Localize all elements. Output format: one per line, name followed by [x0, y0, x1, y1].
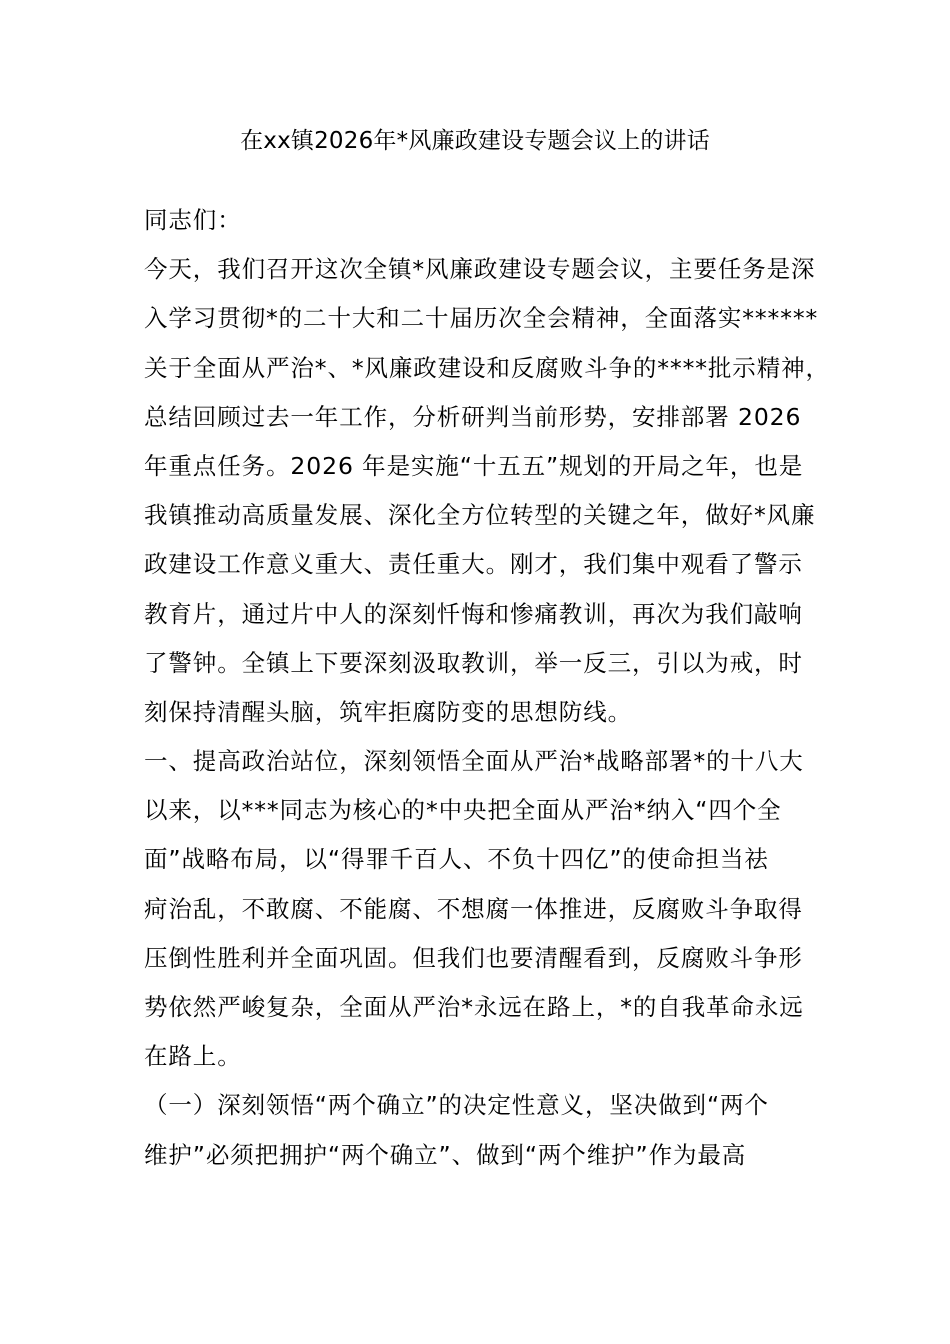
paragraph-line: 今天，我们召开这次全镇*风廉政建设专题会议，主要任务是深	[144, 255, 816, 284]
paragraph-line: 疴治乱，不敢腐、不能腐、不想腐一体推进，反腐败斗争取得	[144, 894, 803, 923]
section-one-heading-paragraph	[144, 737, 808, 1081]
paragraph-line: 势依然严峻复杂，全面从严治*永远在路上，*的自我革命永远	[144, 993, 804, 1021]
paragraph-line: 一、提高政治站位，深刻领悟全面从严治*战略部署*的十八大	[144, 747, 804, 776]
paragraph-line: 了警钟。全镇上下要深刻汲取教训，举一反三，引以为戒，时	[144, 648, 803, 677]
subsection-one-paragraph	[144, 1081, 808, 1179]
paragraph-line: 关于全面从严治*、*风廉政建设和反腐败斗争的****批示精神，	[144, 353, 830, 382]
document-title: 在xx镇2026年*风廉政建设专题会议上的讲话	[240, 128, 710, 154]
paragraph-line: 维护”必须把拥护“两个确立”、做到“两个维护”作为最高	[144, 1140, 747, 1169]
paragraph-line: 刻保持清醒头脑，筑牢拒腐防变的思想防线。	[144, 697, 632, 726]
paragraph-line: （一）深刻领悟“两个确立”的决定性意义，坚决做到“两个	[144, 1091, 769, 1120]
paragraph-line: 在路上。	[144, 1042, 242, 1071]
paragraph-line: 我镇推动高质量发展、深化全方位转型的关键之年，做好*风廉	[144, 501, 816, 530]
salutation	[144, 196, 808, 245]
paragraph-line: 压倒性胜利并全面巩固。但我们也要清醒看到，反腐败斗争形	[144, 943, 803, 972]
paragraph-line: 年重点任务。2026 年是实施“十五五”规划的开局之年，也是	[144, 451, 804, 480]
salutation-line: 同志们：	[144, 206, 242, 234]
paragraph-line: 总结回顾过去一年工作，分析研判当前形势，安排部署 2026	[144, 402, 802, 431]
paragraph-line: 教育片，通过片中人的深刻忏悔和惨痛教训，再次为我们敲响	[144, 599, 803, 628]
paragraph-intro	[144, 245, 830, 737]
paragraph-line: 政建设工作意义重大、责任重大。刚才，我们集中观看了警示	[144, 550, 803, 579]
paragraph-line: 面”战略布局，以“得罪千百人、不负十四亿”的使命担当祛	[144, 845, 769, 874]
paragraph-line: 入学习贯彻*的二十大和二十届历次全会精神，全面落实******	[144, 304, 819, 333]
paragraph-line: 以来，以***同志为核心的*中央把全面从严治*纳入“四个全	[144, 796, 782, 825]
document-body	[144, 196, 830, 1180]
